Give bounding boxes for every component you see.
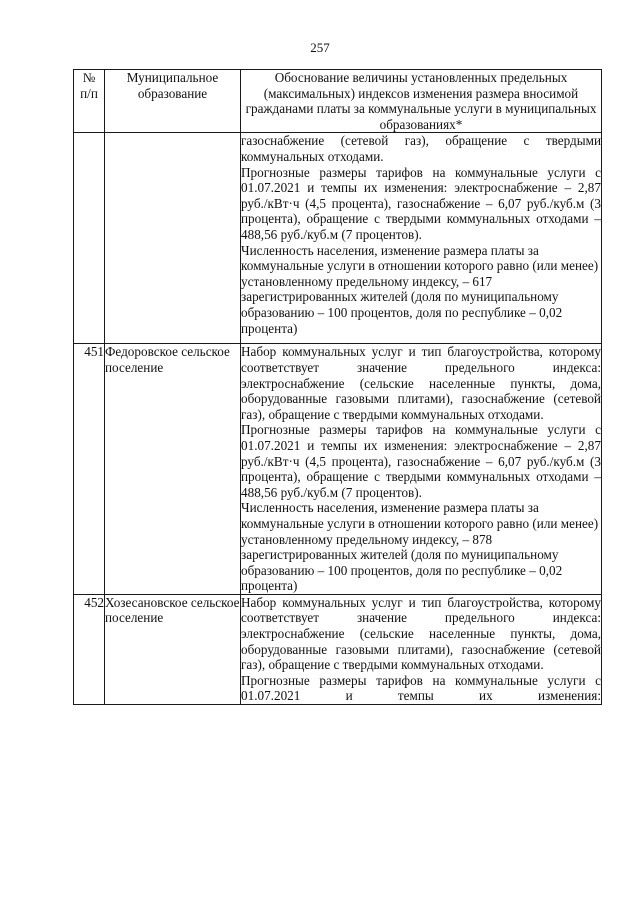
- justification-paragraph: Прогнозные размеры тарифов на коммунальные услуги с 01.07.2021 и темпы их изменения: электроснабжение – 2,87 руб./кВт·ч (4,5 процента), газоснабжение – 6,07 руб./куб.м (3 процента), обращение с твердыми коммунальных отходами – 488,56 руб./куб.м (7 процентов).: [241, 422, 601, 500]
- row-justification: [241, 594, 602, 704]
- row-number-cell: [74, 133, 105, 344]
- row-municipality: Федоровское сельское поселение: [105, 344, 241, 595]
- row-municipality-cell: [105, 133, 241, 344]
- row-municipality: Хозесановское сельское поселение: [105, 594, 241, 704]
- row-justification-cell: [241, 133, 602, 344]
- justification-paragraph: Набор коммунальных услуг и тип благоустройства, которому соответствует значение предельного индекса: электроснабжение (сельские населенные пункты, дома, оборудованные газовыми плитами), газоснабжение (сетевой газ), обращение с твердыми коммунальных отходами.: [241, 594, 601, 673]
- row-justification: [241, 344, 602, 595]
- table-row-continuation: [74, 133, 602, 344]
- justification-paragraph: Численность населения, изменение размера платы за коммунальные услуги в отношении которого равно (или менее) установленному предельному индексу, – 878 зарегистрированных жителей (доля по муниципальному образованию – 100 процентов, доля по республике – 0,02 процента): [241, 500, 599, 594]
- justification-paragraph: Прогнозные размеры тарифов на коммунальные услуги с 01.07.2021 и темпы их изменения:: [241, 672, 601, 704]
- page-number: 257: [310, 40, 330, 55]
- tariff-index-table: [73, 69, 602, 705]
- row-number: 452: [74, 594, 105, 704]
- header-justification: Обоснование величины установленных предельных (максимальных) индексов изменения размера вносимой гражданами платы за коммунальные услуги в муниципальных образованиях*: [241, 70, 602, 133]
- justification-paragraph: Набор коммунальных услуг и тип благоустройства, которому соответствует значение предельного индекса: электроснабжение (сельские населенные пункты, дома, оборудованные газовыми плитами), газоснабжение (сетевой газ), обращение с твердыми коммунальных отходами.: [241, 344, 601, 422]
- justification-paragraph: Численность населения, изменение размера платы за коммунальные услуги в отношении которого равно (или менее) установленному предельному индексу, – 617 зарегистрированных жителей (доля по муниципальному образованию – 100 процентов, доля по республике – 0,02 процента): [241, 242, 599, 336]
- table-row: [74, 344, 602, 595]
- header-number-symbol: №: [82, 70, 96, 85]
- justification-paragraph: Прогнозные размеры тарифов на коммунальные услуги с 01.07.2021 и темпы их изменения: электроснабжение – 2,87 руб./кВт·ч (4,5 процента), газоснабжение – 6,07 руб./куб.м (3 процента), обращение с твердыми коммунальных отходами – 488,56 руб./куб.м (7 процентов).: [241, 164, 601, 242]
- header-number: [74, 70, 105, 133]
- justification-paragraph: газоснабжение (сетевой газ), обращение с твердыми коммунальных отходами.: [241, 133, 601, 164]
- header-municipality: Муниципальное образование: [105, 70, 241, 133]
- row-number: 451: [74, 344, 105, 595]
- table-header-row: [74, 70, 602, 133]
- table-row: [74, 594, 602, 704]
- header-number-abbrev: п/п: [80, 85, 98, 101]
